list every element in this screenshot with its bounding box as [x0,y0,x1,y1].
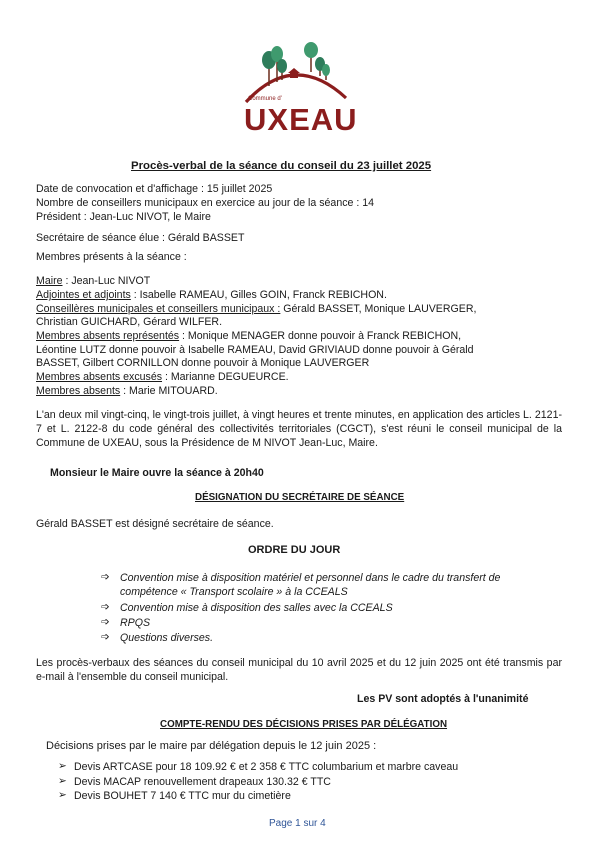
maire-value: : Jean-Luc NIVOT [62,275,151,287]
ordre-item: Convention mise à disposition des salles avec la CCEALS [120,602,393,614]
designation-text: Gérald BASSET est désigné secrétaire de séance. [36,518,274,530]
ouverture-seance: Monsieur le Maire ouvre la séance à 20h40 [50,467,264,479]
absents-representes-value-3: BASSET, Gilbert CORNILLON donne pouvoir à Monique LAUVERGER [36,357,370,369]
adjoints-label: Adjointes et adjoints [36,289,131,301]
arrow-bullet-icon: ➢ [58,789,67,801]
absents-representes-line [36,330,461,342]
absents-excuses-label: Membres absents excusés [36,371,163,383]
arrow-bullet-icon: ➩ [101,601,110,613]
ordre-item: compétence « Transport scolaire » à la CCEALS [120,586,348,598]
decision-item: Devis BOUHET 7 140 € TTC mur du cimetière [74,790,291,802]
absents-representes-label: Membres absents représentés [36,330,180,342]
pv-paragraph: Les procès-verbaux des séances du conseil municipal du 10 avril 2025 et du 12 juin 2025 ont été transmis par e-mail à l'ensemble du conseil municipal. [36,657,562,683]
ordre-item: Questions diverses. [120,632,214,644]
convocation-date: Date de convocation et d'affichage : 15 juillet 2025 [36,183,273,195]
conseillers-label: Conseillères municipales et conseillers municipaux : [36,303,281,315]
ordre-item: RPQS [120,617,151,629]
ordre-du-jour-heading: ORDRE DU JOUR [248,544,341,556]
absents-excuses-line [36,371,289,383]
absents-label: Membres absents [36,385,121,397]
conseillers-count: Nombre de conseillers municipaux en exercice au jour de la séance : 14 [36,197,375,209]
logo-commune-de: Commune d' [248,96,282,102]
arrow-bullet-icon: ➢ [58,775,67,787]
pv-adopted: Les PV sont adoptés à l'unanimité [357,693,529,705]
conseillers-line [36,303,476,315]
absents-value: : Marie MITOUARD. [120,385,218,397]
designation-heading: DÉSIGNATION DU SECRÉTAIRE DE SÉANCE [195,492,405,503]
absents-line [36,385,218,397]
compte-rendu-heading: COMPTE-RENDU DES DÉCISIONS PRISES PAR DÉLÉGATION [160,719,448,730]
absents-representes-value-2: Léontine LUTZ donne pouvoir à Isabelle RAMEAU, David GRIVIAUD donne pouvoir à Gérald [36,344,474,356]
maire-line [36,275,150,287]
president: Président : Jean-Luc NIVOT, le Maire [36,211,211,223]
intro-paragraph: L'an deux mil vingt-cinq, le vingt-trois juillet, à vingt heures et trente minutes, en application des articles L. 2121-7 et L. 2122-8 du code général des collectivités territoriales (CGCT), s'est réuni le conseil municipal de la Commune de UXEAU, sous la Présidence de M NIVOT Jean-Luc, Maire. [36,409,562,449]
absents-representes-value: : Monique MENAGER donne pouvoir à Franck REBICHON, [179,330,462,342]
arrow-bullet-icon: ➩ [101,631,110,643]
absents-excuses-value: : Marianne DEGUEURCE. [162,371,289,383]
page-title: Procès-verbal de la séance du conseil du 23 juillet 2025 [131,160,432,172]
page-number: Page 1 sur 4 [269,818,326,829]
adjoints-value: : Isabelle RAMEAU, Gilles GOIN, Franck REBICHON. [130,289,387,301]
decision-item: Devis ARTCASE pour 18 109.92 € et 2 358 € TTC columbarium et marbre caveau [74,761,459,773]
membres-presents-label: Membres présents à la séance : [36,251,187,263]
conseillers-value: Gérald BASSET, Monique LAUVERGER, [280,303,477,315]
arrow-bullet-icon: ➩ [101,616,110,628]
secretaire: Secrétaire de séance élue : Gérald BASSET [36,232,245,244]
commune-logo [232,42,357,142]
conseillers-value-2: Christian GUICHARD, Gérard WILFER. [36,316,223,328]
arrow-bullet-icon: ➢ [58,760,67,772]
compte-rendu-intro: Décisions prises par le maire par délégation depuis le 12 juin 2025 : [46,740,377,752]
maire-label: Maire [36,275,63,287]
logo-name: UXEAU [244,102,358,137]
ordre-item: Convention mise à disposition matériel et personnel dans le cadre du transfert de [120,572,501,584]
decision-item: Devis MACAP renouvellement drapeaux 130.32 € TTC [74,776,331,788]
adjoints-line [36,289,387,301]
arrow-bullet-icon: ➩ [101,571,110,583]
